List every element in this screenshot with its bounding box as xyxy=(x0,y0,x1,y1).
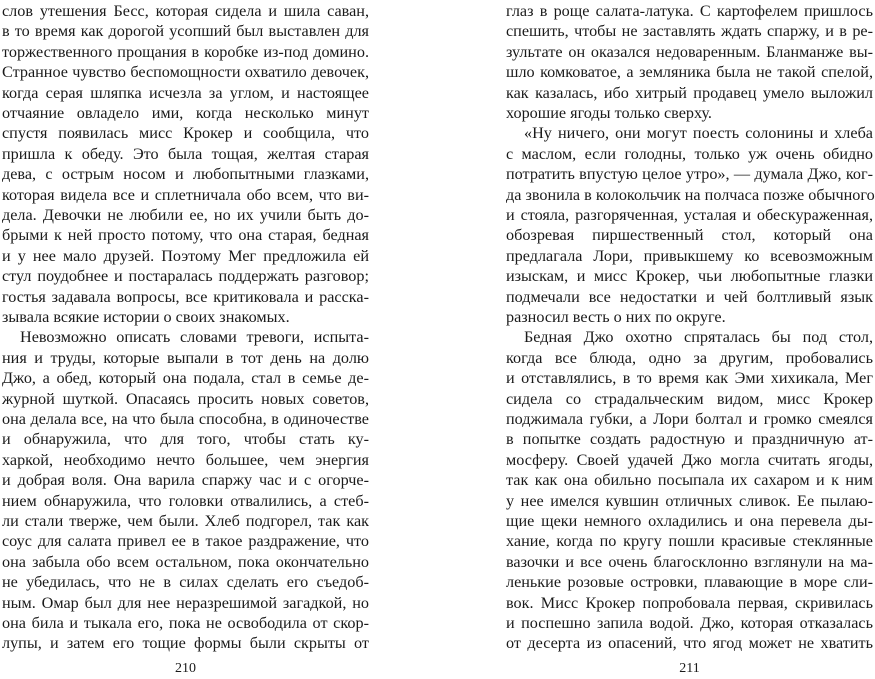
text-line: и добрая воля. Она варила спаржу час и с огорче- xyxy=(2,471,369,490)
text-line: вок. Мисс Крокер попробовала первая, скривилась xyxy=(506,593,873,612)
text-line: лупы, и затем его тощие формы были скрыты от xyxy=(2,634,369,653)
right-page xyxy=(506,0,873,679)
text-line: обозревая пиршественный стол, который она xyxy=(506,226,873,245)
text-line: Джо, а обед, который она подала, стал в семье де- xyxy=(2,369,369,388)
text-line: поджимала губки, а Лори болтал и громко смеялся xyxy=(506,410,873,428)
left-page xyxy=(2,0,369,679)
text-line: «Ну ничего, они могут поесть солонины и хлеба xyxy=(524,124,873,143)
text-line: журной шуткой. Опасаясь просить новых советов, xyxy=(2,389,369,408)
text-line: спешить, чтобы не заставлять ждать спаржу, и в ре- xyxy=(506,22,873,41)
text-line: ным. Омар был для нее неразрешимой загадкой, но xyxy=(2,593,369,612)
text-line: как казалась, ибо хитрый продавец умело выложил xyxy=(506,83,873,102)
text-line: она забыла обо всем остальном, пока окончательно xyxy=(2,552,369,571)
text-line: она била и тыкала его, пока не освободила от скор- xyxy=(2,614,369,632)
text-line: ленькие розовые островки, плавающие в море сли- xyxy=(506,573,873,592)
left-page-number: 210 xyxy=(175,661,196,676)
right-page-number: 211 xyxy=(679,661,700,676)
text-line: мосферу. Своей удачей Джо могла считать ягоды, xyxy=(506,450,873,469)
text-line: шло комковатое, а земляника была не такой спелой, xyxy=(506,63,873,82)
text-line: харкой, необходимо нечто большее, чем энергия xyxy=(2,450,369,469)
text-line: когда все блюда, одно за другим, пробовались xyxy=(506,348,873,367)
text-line: подмечали все недостатки и чей болтливый язык xyxy=(506,287,873,306)
text-line: спустя появилась мисс Крокер и сообщила, что xyxy=(2,124,369,143)
text-line: ли стали тверже, чем были. Хлеб подгорел, так как xyxy=(2,512,369,530)
text-line: Невозможно описать словами тревоги, испыта- xyxy=(20,328,369,347)
text-line: и стояла, разгоряченная, усталая и обескураженная, xyxy=(506,206,873,224)
text-line: Странное чувство беспомощности охватило девочек, xyxy=(2,63,369,82)
text-line: с маслом, если голодны, только уж очень обидно xyxy=(506,144,873,163)
text-line: не убедилась, что не в силах сделать его съедоб- xyxy=(2,573,369,592)
text-line: гостья задавала вопросы, все критиковала и расска- xyxy=(2,287,369,306)
text-line: у нее имелся кувшин отличных сливок. Ее пылаю- xyxy=(506,491,873,510)
text-line: потратить впустую целое утро», — думала Джо, ког- xyxy=(506,165,873,184)
text-line: слов утешения Бесс, которая сидела и шила саван, xyxy=(2,2,369,20)
text-line: зультате он оказался недоваренным. Бланманже вы- xyxy=(506,42,873,61)
text-line: пришла к обеду. Это была тощая, желтая старая xyxy=(2,144,369,163)
text-line: отчаяние овладело ими, когда несколько минут xyxy=(2,104,369,122)
text-line: и у нее мало друзей. Поэтому Мег предложила ей xyxy=(2,246,369,265)
text-line: соус для салата привел ее в такое раздражение, что xyxy=(2,532,369,551)
text-line: так как она обильно посыпала их сахаром и к ним xyxy=(506,471,873,490)
text-line: ния и труды, которые выпали в тот день на долю xyxy=(2,348,369,367)
text-line: от десерта из опасений, что ягод может не хватить xyxy=(506,634,873,653)
text-line: глаз в роще салата-латука. С картофелем пришлось xyxy=(506,2,873,20)
text-line: и обнаружила, что для того, чтобы стать ку- xyxy=(2,430,369,449)
text-line: нием обнаружила, что головки отвалились, а стеб- xyxy=(2,491,369,510)
text-line: хорошие ягоды только сверху. xyxy=(506,104,712,122)
text-line: Бедная Джо охотно спряталась бы под стол, xyxy=(524,328,873,347)
text-line: и поспешно запила водой. Джо, которая отказалась xyxy=(506,614,873,632)
text-line: изыскам, и мисс Крокер, чьи любопытные глазки xyxy=(506,267,873,286)
text-line: и отставлялись, в то время как Эми хихикала, Мег xyxy=(506,369,873,388)
text-line: которая видела все и сплетничала обо всем, что ви- xyxy=(2,185,369,204)
text-line: зывала всякие истории о своих знакомых. xyxy=(2,308,290,326)
text-line: вазочки и все очень благосклонно взглянули на ма- xyxy=(506,552,873,571)
text-line: в то время как дорогой усопший был выставлен для xyxy=(2,22,369,41)
text-line: сидела со страдальческим видом, мисс Крокер xyxy=(506,389,873,408)
text-line: она делала все, на что была способна, в одиночестве xyxy=(2,410,369,428)
text-line: предлагала Лори, привыкшему ко всевозможным xyxy=(506,246,873,265)
text-line: стул поудобнее и постаралась поддержать разговор; xyxy=(2,267,369,286)
text-line: когда серая шляпка исчезла за углом, и настоящее xyxy=(2,83,369,102)
text-line: разносил весть о них по округе. xyxy=(506,308,726,326)
text-line: дева, с острым носом и любопытными глазками, xyxy=(2,165,369,184)
text-line: щие щеки немного охладились и она перевела ды- xyxy=(506,512,873,530)
text-line: хание, когда по кругу пошли красивые стеклянные xyxy=(506,532,873,551)
text-line: в попытке создать радостную и праздничную ат- xyxy=(506,430,873,449)
text-line: брыми к ней просто потому, что она старая, бедная xyxy=(2,226,369,245)
text-line: дела. Девочки не любили ее, но их учили быть до- xyxy=(2,206,369,224)
text-line: да звонила в колокольчик на полчаса позже обычного xyxy=(506,185,875,204)
text-line: торжественного прощания в коробке из-под домино. xyxy=(2,42,369,61)
